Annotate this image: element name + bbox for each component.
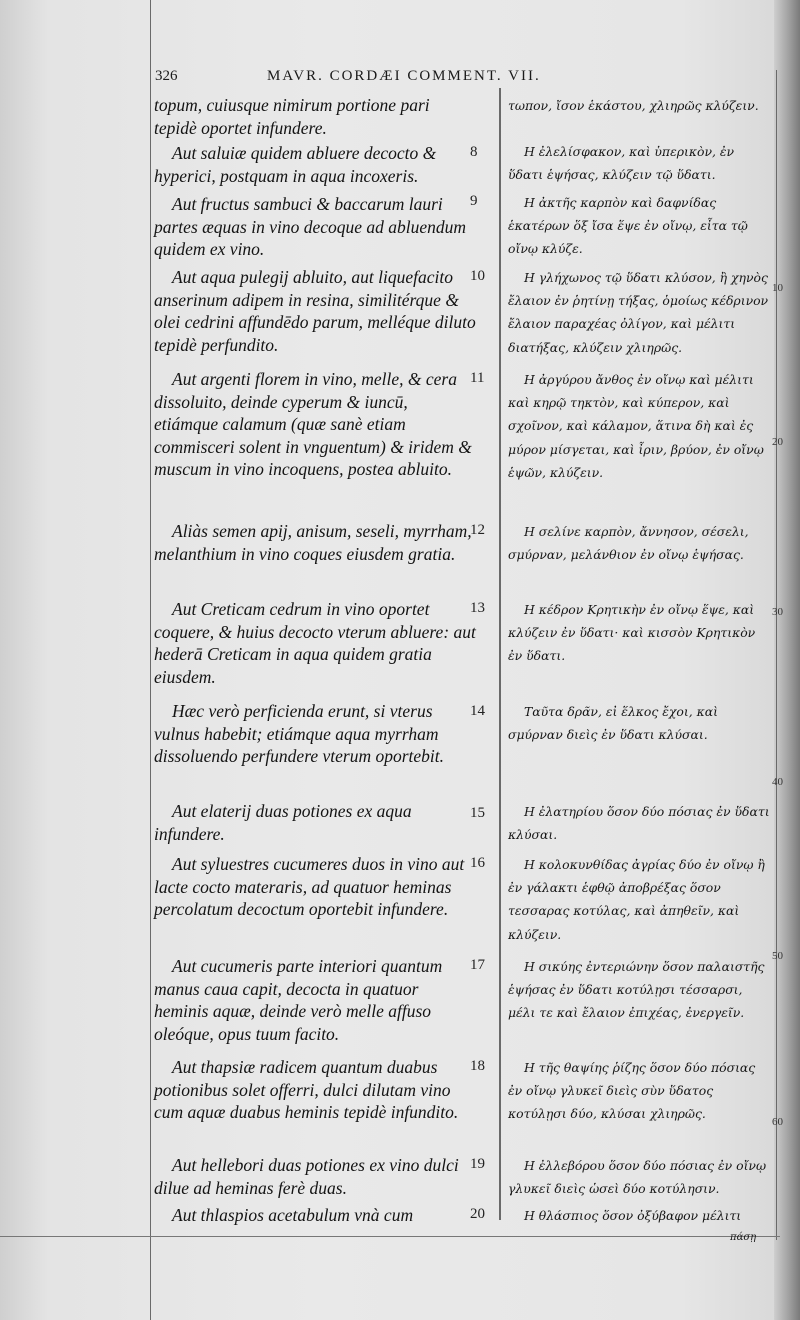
margin-line-number: 50 bbox=[772, 950, 783, 962]
greek-text: Η ἀργύρου ἄνθος ἐν οἴνῳ καὶ μέλιτι καὶ κηρῷ τηκτὸν, καὶ κύπερον, καὶ σχοῖνον, καὶ κάλαμον, ἅτινα δὴ καὶ ἐς μύρον μίσγεται, καὶ ἶριν, βρύον, ἐν οἴνῳ ἑψῶν, κλύζειν. bbox=[508, 372, 764, 480]
latin-block-8 bbox=[154, 800, 476, 845]
verse-number: 13 bbox=[470, 600, 485, 616]
latin-text: Hæc verò perficienda erunt, si vterus vulnus habebit; etiámque aqua myrrham dissoluendo perfundere vterum oportebit. bbox=[154, 701, 445, 767]
margin-line-number: 20 bbox=[772, 436, 783, 448]
greek-block-2 bbox=[508, 191, 770, 261]
greek-block-5 bbox=[508, 520, 770, 566]
bottom-rule bbox=[0, 1236, 780, 1237]
latin-text: Aliàs semen apij, anisum, seseli, myrrham, melanthium in vino coques eiusdem gratia. bbox=[154, 521, 472, 564]
latin-block-10 bbox=[154, 955, 476, 1045]
greek-block-7 bbox=[508, 700, 770, 746]
greek-block-11 bbox=[508, 1056, 770, 1126]
margin-line-number: 30 bbox=[772, 606, 783, 618]
verse-number: 8 bbox=[470, 144, 478, 160]
margin-line-number: 40 bbox=[772, 776, 783, 788]
right-column-rule bbox=[776, 70, 777, 1240]
greek-text: Η σικύης ἐντεριώνην ὅσον παλαιστῆς ἑψήσας ἐν ὕδατι κοτύλῃσι τέσσαρσι, μέλι τε καὶ ἔλαιον ἐπιχέας, ἐνεργεῖν. bbox=[508, 959, 765, 1021]
greek-text: Η τῆς θαψίης ῥίζης ὅσον δύο πόσιας ἐν οἴνῳ γλυκεῖ διεὶς σὺν ὕδατος κοτύλῃσι δύο, κλύσαι χλιηρῶς. bbox=[508, 1060, 756, 1122]
center-column-rule bbox=[499, 88, 501, 1220]
verse-number: 16 bbox=[470, 855, 485, 871]
greek-text: τωπον, ἴσον ἑκάστου, χλιηρῶς κλύζειν. bbox=[508, 98, 759, 113]
verse-number: 20 bbox=[470, 1206, 485, 1222]
latin-text: Aut aqua pulegij abluito, aut liquefacito anserinum adipem in resina, similitérque & olei cedrini affundēdo parum, melléque diluto tepidè perfundito. bbox=[154, 267, 476, 355]
latin-block-5 bbox=[154, 520, 476, 565]
greek-text: Η ἀκτῆς καρπὸν καὶ δαφνίδας ἑκατέρων ὅξ ἴσα ἕψε ἐν οἴνῳ, εἶτα τῷ οἴνῳ κλύζε. bbox=[508, 195, 748, 257]
margin-line-number: 10 bbox=[772, 282, 783, 294]
greek-block-3 bbox=[508, 266, 770, 359]
greek-text: Η θλάσπιος ὅσον ὀξύβαφον μέλιτι bbox=[524, 1208, 742, 1223]
latin-block-2 bbox=[154, 193, 476, 261]
greek-text: Η ἐλελίσφακον, καὶ ὑπερικὸν, ἐν ὕδατι ἑψήσας, κλύζειν τῷ ὕδατι. bbox=[508, 144, 735, 183]
greek-text: Ταῦτα δρᾶν, εἰ ἕλκος ἔχοι, καὶ σμύρναν διεὶς ἐν ὕδατι κλύσαι. bbox=[508, 704, 718, 743]
verse-number: 19 bbox=[470, 1156, 485, 1172]
latin-text: Aut argenti florem in vino, melle, & cera dissoluito, deinde cyperum & iuncū, etiámque calamum (quæ sanè etiam commisceri solent in vnguentum) & iridem & muscum in vino incoquens, postea abluito. bbox=[154, 369, 472, 480]
latin-text: Aut syluestres cucumeres duos in vino aut lacte cocto materaris, ad quatuor heminas percolatum decoctum oportebit infundere. bbox=[154, 854, 465, 920]
latin-block-12 bbox=[154, 1154, 476, 1199]
latin-block-9 bbox=[154, 853, 476, 921]
latin-text: Aut cucumeris parte interiori quantum manus caua capit, decocta in quatuor heminis aquæ, deinde verò melle affuso oleóque, opus tuum facito. bbox=[154, 956, 443, 1044]
latin-text: Aut thapsiæ radicem quantum duabus potionibus solet offerri, dulci dilutam vino cum aquæ duabus heminis tepidè infundito. bbox=[154, 1057, 459, 1123]
verse-number: 15 bbox=[470, 805, 485, 821]
verse-number: 14 bbox=[470, 703, 485, 719]
latin-text: topum, cuiusque nimirum portione pari tepidè oportet infundere. bbox=[154, 95, 430, 138]
greek-block-9 bbox=[508, 853, 770, 946]
latin-text: Aut saluiæ quidem abluere decocto & hyperici, postquam in aqua incoxeris. bbox=[154, 143, 437, 186]
left-column-rule bbox=[150, 0, 151, 1320]
verse-number: 18 bbox=[470, 1058, 485, 1074]
greek-block-6 bbox=[508, 598, 770, 668]
greek-block-13 bbox=[508, 1204, 770, 1227]
greek-text: Η γλήχωνος τῷ ὕδατι κλύσον, ἢ χηνὸς ἔλαιον ἐν ῥητίνῃ τήξας, ὁμοίως κέδρινον ἔλαιον παραχέας ὀλίγον, καὶ μέλιτι διατήξας, κλύζειν χλιηρῶς. bbox=[508, 270, 769, 355]
catchword: πάσῃ bbox=[730, 1232, 757, 1243]
verse-number: 9 bbox=[470, 193, 478, 209]
greek-block-1 bbox=[508, 140, 770, 186]
running-head bbox=[155, 68, 775, 90]
latin-block-7 bbox=[154, 700, 476, 768]
greek-text: Η κολοκυνθίδας ἀγρίας δύο ἐν οἴνῳ ἢ ἐν γάλακτι ἑφθῷ ἀποβρέξας ὅσον τεσσαρας κοτύλας, καὶ ἀπηθεῖν, καὶ κλύζειν. bbox=[508, 857, 765, 942]
greek-text: Η σελίνε καρπὸν, ἄννησον, σέσελι, σμύρναν, μελάνθιον ἐν οἴνῳ ἑψήσας. bbox=[508, 524, 749, 563]
latin-block-0 bbox=[154, 94, 476, 139]
latin-text: Aut thlaspios acetabulum vnà cum bbox=[172, 1205, 414, 1225]
verse-number: 11 bbox=[470, 370, 485, 386]
latin-text: Aut hellebori duas potiones ex vino dulci dilue ad heminas ferè duas. bbox=[154, 1155, 459, 1198]
greek-block-10 bbox=[508, 955, 770, 1025]
latin-block-4 bbox=[154, 368, 476, 481]
latin-block-13 bbox=[154, 1204, 476, 1227]
margin-line-number: 60 bbox=[772, 1116, 783, 1128]
latin-text: Aut fructus sambuci & baccarum lauri partes æquas in vino decoque ad abluendum quidem ex vino. bbox=[154, 194, 467, 260]
greek-block-0 bbox=[508, 94, 770, 117]
greek-text: Η ἐλλεβόρου ὅσον δύο πόσιας ἐν οἴνῳ γλυκεῖ διεὶς ὡσεὶ δύο κοτύλησιν. bbox=[508, 1158, 767, 1197]
latin-block-1 bbox=[154, 142, 476, 187]
latin-text: Aut elaterij duas potiones ex aqua infundere. bbox=[154, 801, 412, 844]
latin-text: Aut Creticam cedrum in vino oportet coquere, & huius decocto vterum abluere: aut hederā Creticam in aqua quidem gratia eiusdem. bbox=[154, 599, 476, 687]
greek-block-8 bbox=[508, 800, 770, 846]
verse-number: 12 bbox=[470, 522, 485, 538]
greek-text: Η ἐλατηρίου ὅσον δύο πόσιας ἐν ὕδατι κλύσαι. bbox=[508, 804, 770, 843]
greek-text: Η κέδρον Κρητικὴν ἐν οἴνῳ ἕψε, καὶ κλύζειν ἐν ὕδατι· καὶ κισσὸν Κρητικὸν ἐν ὕδατι. bbox=[508, 602, 756, 664]
greek-block-12 bbox=[508, 1154, 770, 1200]
running-title: MAVR. CORDÆI COMMENT. VII. bbox=[267, 68, 541, 84]
greek-block-4 bbox=[508, 368, 770, 484]
verse-number: 10 bbox=[470, 268, 485, 284]
verse-number: 17 bbox=[470, 957, 485, 973]
latin-block-6 bbox=[154, 598, 476, 688]
latin-block-11 bbox=[154, 1056, 476, 1124]
latin-block-3 bbox=[154, 266, 476, 356]
page-number: 326 bbox=[155, 68, 178, 84]
